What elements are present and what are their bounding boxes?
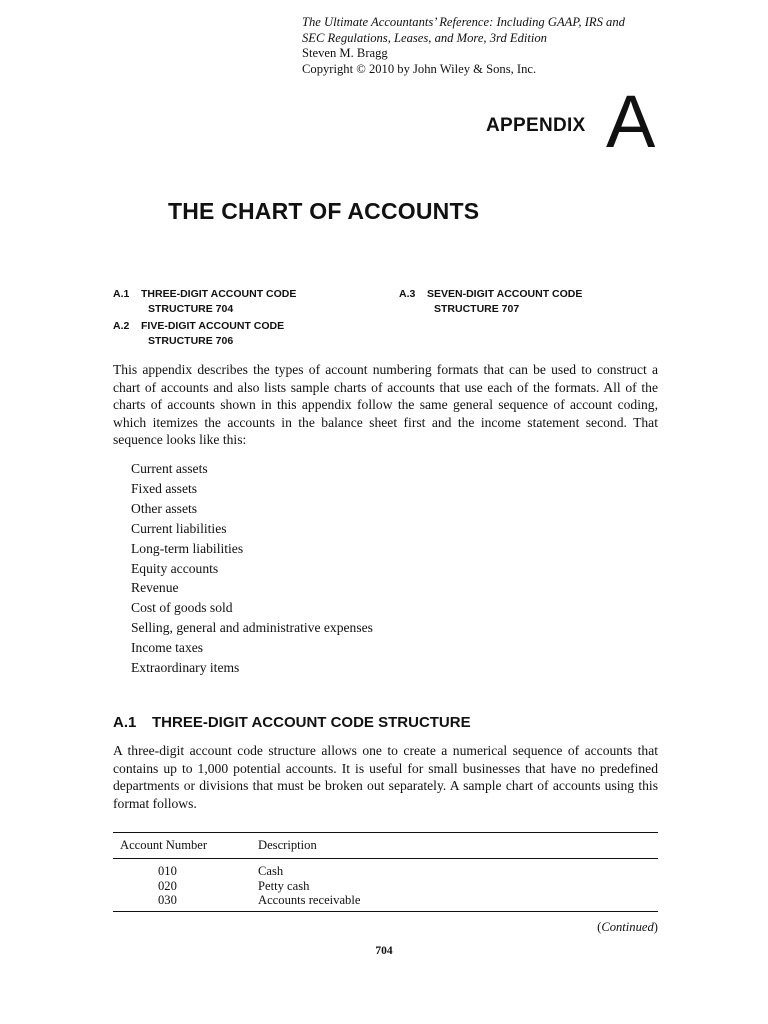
section-number: A.1 <box>113 714 137 731</box>
toc-entry-title: SEVEN-DIGIT ACCOUNT CODE <box>427 288 583 300</box>
table-cell-description: Petty cash <box>258 879 310 893</box>
book-header <box>302 15 742 77</box>
toc-entry-title-cont: STRUCTURE 707 <box>434 302 520 315</box>
section-title: THREE-DIGIT ACCOUNT CODE STRUCTURE <box>152 714 471 731</box>
section-heading <box>113 714 471 731</box>
toc-entry-number: A.1 <box>113 288 130 300</box>
toc-entry-number: A.3 <box>399 288 416 300</box>
list-item: Current liabilities <box>131 520 227 536</box>
table-top-rule <box>113 832 658 833</box>
table-cell-account-number: 030 <box>158 893 177 907</box>
copyright: Copyright © 2010 by John Wiley & Sons, Inc. <box>302 61 537 76</box>
author: Steven M. Bragg <box>302 46 388 60</box>
list-item: Extraordinary items <box>131 660 240 676</box>
toc-entry-a3[interactable] <box>399 287 582 316</box>
table-header-account-number: Account Number <box>120 838 208 852</box>
toc-entry-number: A.2 <box>113 320 130 332</box>
page-number: 704 <box>375 945 393 957</box>
list-item: Revenue <box>131 580 179 596</box>
table-cell-account-number: 020 <box>158 879 177 893</box>
table-cell-description: Accounts receivable <box>258 893 361 907</box>
toc-entry-a2[interactable] <box>113 319 284 348</box>
book-title-line-2: SEC Regulations, Leases, and More, 3rd Edition <box>302 30 547 45</box>
appendix-letter: A <box>606 80 656 163</box>
continued-word: Continued <box>601 920 654 934</box>
list-item: Equity accounts <box>131 560 219 576</box>
list-item: Long-term liabilities <box>131 540 244 556</box>
table-cell-description: Cash <box>258 864 284 878</box>
continued-note <box>597 920 658 935</box>
list-item: Current assets <box>131 461 208 476</box>
continued-open-paren: ( <box>597 920 602 934</box>
toc-entry-title-cont: STRUCTURE 704 <box>148 302 234 315</box>
toc-entry-title-cont: STRUCTURE 706 <box>148 334 234 347</box>
toc-entry-title: THREE-DIGIT ACCOUNT CODE <box>141 288 297 300</box>
list-item: Cost of goods sold <box>131 600 233 616</box>
continued-close-paren: ) <box>653 920 658 934</box>
toc-entry-a1[interactable] <box>113 287 296 316</box>
table-header-description: Description <box>258 838 317 852</box>
list-item: Other assets <box>131 500 198 516</box>
table-header-rule <box>113 858 658 859</box>
table-cell-account-number: 010 <box>158 864 177 878</box>
appendix-label: APPENDIX <box>486 115 586 136</box>
intro-paragraph: This appendix describes the types of account numbering formats that can be used to construct a chart of accounts and also lists sample charts of accounts that use each of the formats. All of the charts of accounts shown in this appendix follow the same general sequence of account coding, which itemizes the accounts in the balance sheet first and the income statement second. That sequence looks like this: <box>113 362 658 448</box>
list-item: Selling, general and administrative expenses <box>131 620 373 636</box>
chapter-title: THE CHART OF ACCOUNTS <box>168 198 480 224</box>
list-item: Fixed assets <box>131 480 198 496</box>
account-sequence-list <box>131 459 373 678</box>
table-bottom-rule <box>113 911 658 912</box>
toc-entry-title: FIVE-DIGIT ACCOUNT CODE <box>141 320 285 332</box>
book-title-line-1: The Ultimate Accountants’ Reference: Including GAAP, IRS and <box>302 15 625 29</box>
section-paragraph: A three-digit account code structure allows one to create a numerical sequence of accounts that contains up to 1,000 potential accounts. It is useful for small businesses that have no predefined departments or divisions that must be broken out separately. A sample chart of accounts using this format follows. <box>113 743 658 811</box>
list-item: Income taxes <box>131 640 204 656</box>
